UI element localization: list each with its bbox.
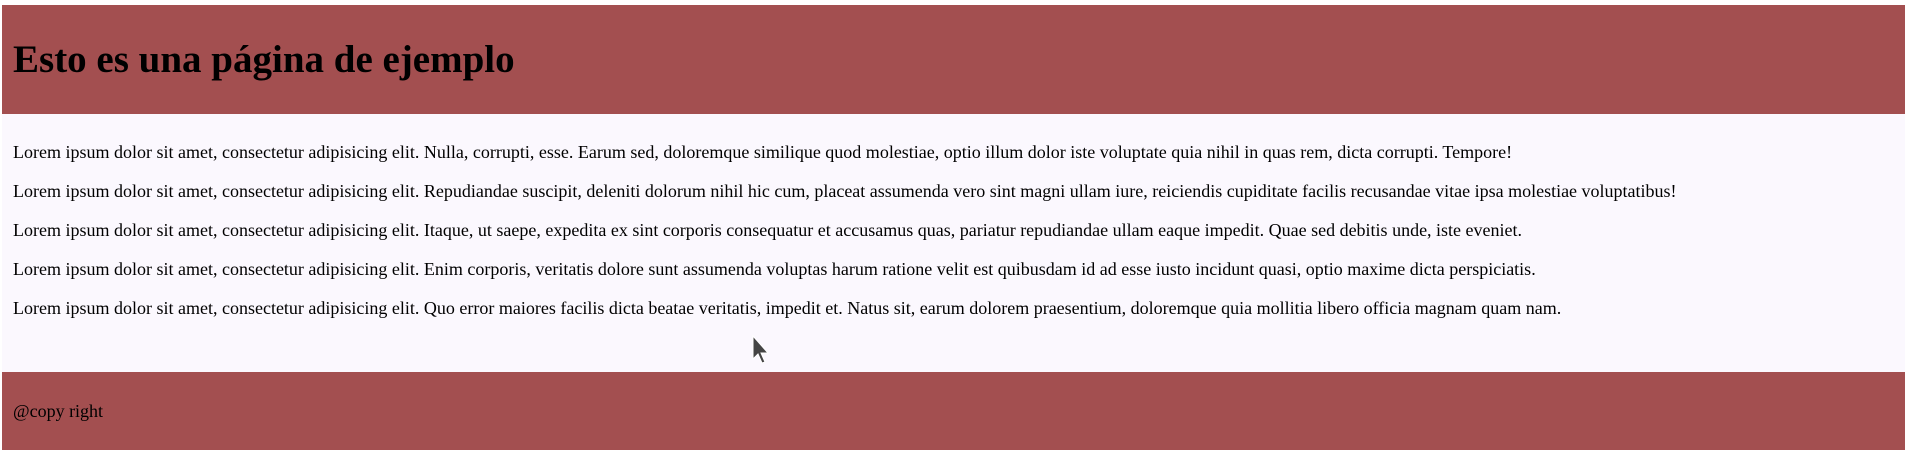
page-title: Esto es una página de ejemplo <box>13 38 515 81</box>
paragraph-4: Lorem ipsum dolor sit amet, consectetur adipisicing elit. Enim corporis, veritatis dolore sunt assumenda voluptas harum ratione velit est quibusdam id ad esse iusto incidunt quasi, optio maxime dicta perspiciatis. <box>13 259 1536 279</box>
footer-text: @copy right <box>13 400 104 421</box>
page-header <box>2 5 1905 114</box>
paragraph-1: Lorem ipsum dolor sit amet, consectetur adipisicing elit. Nulla, corrupti, esse. Earum sed, doloremque similique quod molestiae, optio illum dolor iste voluptate quia nihil in quas rem, dicta corrupti. Tempore! <box>13 142 1513 162</box>
paragraph-2: Lorem ipsum dolor sit amet, consectetur adipisicing elit. Repudiandae suscipit, deleniti dolorum nihil hic cum, placeat assumenda vero sint magni ullam iure, reiciendis cupiditate facilis recusandae vitae ipsa molestiae voluptatibus! <box>13 181 1677 201</box>
mouse-pointer-icon <box>752 335 770 365</box>
page-footer <box>2 372 1905 450</box>
main-content <box>2 114 1905 372</box>
page <box>2 5 1905 450</box>
paragraph-3: Lorem ipsum dolor sit amet, consectetur adipisicing elit. Itaque, ut saepe, expedita ex sint corporis consequatur et accusamus quas, pariatur repudiandae ullam eaque impedit. Quae sed debitis unde, iste eveniet. <box>13 220 1523 240</box>
paragraph-5: Lorem ipsum dolor sit amet, consectetur adipisicing elit. Quo error maiores facilis dicta beatae veritatis, impedit et. Natus sit, earum dolorem praesentium, doloremque quia mollitia libero officia magnam quam nam. <box>13 298 1562 318</box>
